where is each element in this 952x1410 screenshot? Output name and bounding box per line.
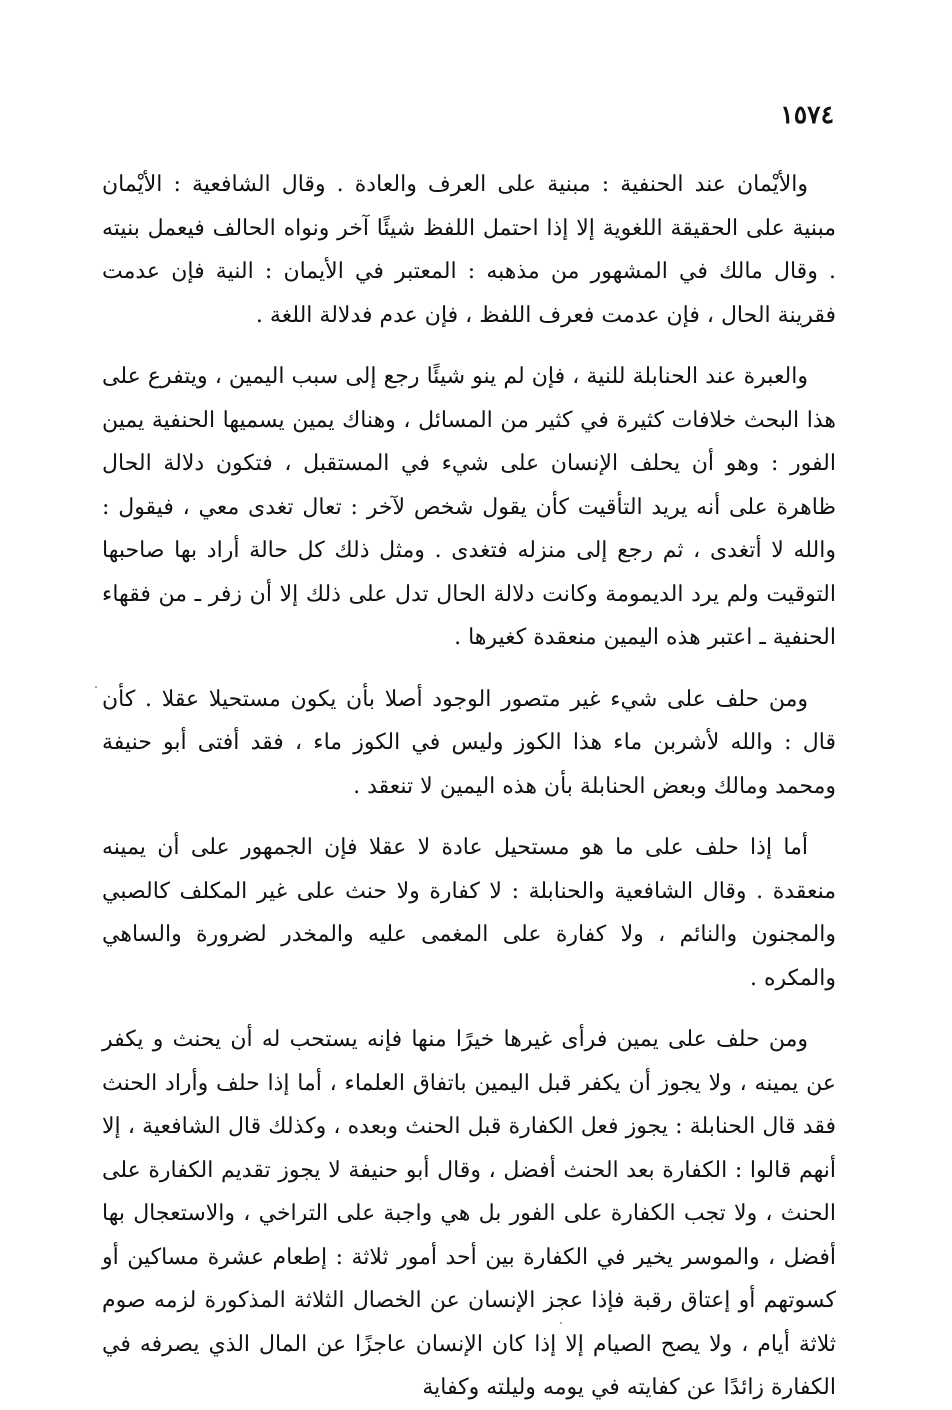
body-text [102,163,836,1410]
page-number: ١٥٧٤ [780,100,834,129]
paragraph: والعبرة عند الحنابلة للنية ، فإن لم ينو شيئًا رجع إلى سبب اليمين ، ويتفرع على هذا البحث خلافات كثيرة في كثير من المسائل ، وهناك يمين يسميها الحنفية يمين الفور : وهو أن يحلف الإنسان على شيء في المستقبل ، فتكون دلالة الحال ظاهرة على أنه يريد التأقيت كأن يقول شخص لآخر : تعال تغدى معي ، فيقول : والله لا أتغدى ، ثم رجع إلى منزله فتغدى . ومثل ذلك كل حالة أراد بها صاحبها التوقيت ولم يرد الديمومة وكانت دلالة الحال تدل على ذلك إلا أن زفر ـ من فقهاء الحنفية ـ اعتبر هذه اليمين منعقدة كغيرها . [102,364,836,650]
paragraph: ومن حلف على شيء غير متصور الوجود أصلا بأن يكون مستحيلا عقلا . كأن قال : والله لأشربن ماء هذا الكوز وليس في الكوز ماء ، فقد أفتى أبو حنيفة ومحمد ومالك وبعض الحنابلة بأن هذه اليمين لا تنعقد . [102,686,836,799]
scan-speck [95,686,97,688]
paragraph: ومن حلف على يمين فرأى غيرها خيرًا منها فإنه يستحب له أن يحنث و يكفر عن يمينه ، ولا يجوز أن يكفر قبل اليمين باتفاق العلماء ، أما إذا حلف وأراد الحنث فقد قال الحنابلة : يجوز فعل الكفارة قبل الحنث وبعده ، وكذلك قال الشافعية ، إلا أنهم قالوا : الكفارة بعد الحنث أفضل ، وقال أبو حنيفة لا يجوز تقديم الكفارة على الحنث ، ولا تجب الكفارة على الفور بل هي واجبة على التراخي ، والاستعجال بها أفضل ، والموسر يخير في الكفارة بين أحد أمور ثلاثة : إطعام عشرة مساكين أو كسوتهم أو إعتاق رقبة فإذا عجز الإنسان عن الخصال الثلاثة المذكورة لزمه صوم ثلاثة أيام ، ولا يصح الصيام إلا إذا كان الإنسان عاجزًا عن المال الذي يصرفه في الكفارة زائدًا عن كفايته في يومه وليلته وكفاية [102,1027,836,1400]
scan-speck [560,1322,562,1324]
paragraph: والأيْمان عند الحنفية : مبنية على العرف والعادة . وقال الشافعية : الأيْمان مبنية على الحقيقة اللغوية إلا إذا احتمل اللفظ شيئًا آخر ونواه الحالف فيعمل بنيته . وقال مالك في المشهور من مذهبه : المعتبر في الأيمان : النية فإن عدمت فقرينة الحال ، فإن عدمت فعرف اللفظ ، فإن عدم فدلالة اللغة . [102,172,836,328]
paragraph: أما إذا حلف على ما هو مستحيل عادة لا عقلا فإن الجمهور على أن يمينه منعقدة . وقال الشافعية والحنابلة : لا كفارة ولا حنث على غير المكلف كالصبي والمجنون والنائم ، ولا كفارة على المغمى عليه والمخدر لضرورة والساهي والمكره . [102,835,836,991]
